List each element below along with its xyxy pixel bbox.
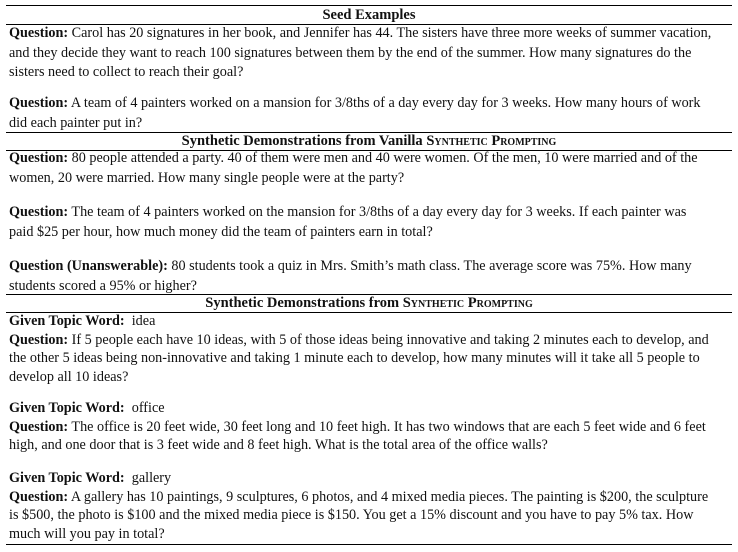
question-text: 80 people attended a party. 40 of them were men and 40 were women. Of the men, 10 were married and of the [68, 150, 698, 166]
top-rule [6, 5, 732, 6]
question-text: develop all 10 ideas? [9, 368, 129, 385]
question-label: Question: [9, 418, 69, 435]
question-label: Question: [9, 150, 69, 166]
question-label: Question (Unanswerable): [9, 258, 168, 274]
bottom-rule [6, 544, 732, 545]
method-name: Synthetic Prompting [402, 295, 533, 311]
question-text: and they decide they want to reach 100 signatures between them by the end of the summer. How many signatures do the [9, 44, 692, 61]
question-text: students scored a 95% or higher? [9, 277, 197, 294]
question-label: Question: [9, 204, 69, 220]
section-title: Synthetic Demonstrations from Vanilla [181, 133, 427, 149]
seed-question-2 [9, 94, 729, 133]
synthetic-example-gallery [9, 469, 729, 543]
vanilla-question-1 [9, 149, 729, 188]
synthetic-example-office [9, 399, 729, 455]
section-header-seed [6, 7, 732, 23]
topic-label: Given Topic Word: [9, 400, 125, 416]
question-label: Question: [9, 95, 69, 111]
topic-word: gallery [124, 470, 172, 486]
section-title: Synthetic Demonstrations from [205, 295, 403, 311]
method-name: Synthetic Prompting [426, 133, 557, 149]
question-label: Question: [9, 488, 69, 505]
question-text: The team of 4 painters worked on the mansion for 3/8ths of a day every day for 3 weeks. If each painter was [68, 204, 687, 220]
topic-label: Given Topic Word: [9, 313, 125, 329]
question-text: did each painter put in? [9, 114, 143, 131]
question-text: much will you pay in total? [9, 525, 165, 542]
section-header-synthetic [6, 295, 732, 311]
section-title: Seed Examples [322, 7, 416, 23]
question-text: is $500, the photo is $100 and the mixed media piece is $150. You get a 15% discount and you have to pay 5% tax. How [9, 507, 694, 523]
question-text: A team of 4 painters worked on a mansion for 3/8ths of a day every day for 3 weeks. How many hours of work [68, 95, 701, 111]
question-text: Carol has 20 signatures in her book, and Jennifer has 44. The sisters have three more weeks of summer vacation, [68, 25, 712, 41]
vanilla-question-unanswerable [9, 257, 729, 296]
question-text: the other 5 ideas being non-innovative and taking 1 minute each to develop, how many minutes will it take all 5 people to [9, 350, 700, 366]
question-text: A gallery has 10 paintings, 9 sculptures, 6 photos, and 4 mixed media pieces. The painting is $200, the sculpture [68, 488, 709, 505]
question-text: If 5 people each have 10 ideas, with 5 of those ideas being innovative and taking 2 minutes each to develop, and [68, 331, 709, 348]
question-text: paid $25 per hour, how much money did the team of painters earn in total? [9, 223, 433, 240]
topic-word: office [124, 400, 165, 416]
question-text: sisters need to collect to reach their goal? [9, 64, 244, 80]
topic-label: Given Topic Word: [9, 470, 125, 486]
synthetic-example-idea [9, 312, 729, 386]
question-label: Question: [9, 25, 69, 41]
section-header-vanilla [6, 133, 732, 149]
question-text: 80 students took a quiz in Mrs. Smith’s math class. The average score was 75%. How many [167, 258, 692, 274]
seed-question-1 [9, 24, 729, 83]
vanilla-question-2 [9, 203, 729, 242]
question-text: high, and one door that is 3 feet wide and 8 feet high. What is the total area of the office walls? [9, 437, 548, 453]
question-text: The office is 20 feet wide, 30 feet long and 10 feet high. It has two windows that are each 5 feet wide and 6 feet [68, 418, 706, 435]
question-label: Question: [9, 331, 69, 348]
topic-word: idea [124, 313, 156, 329]
question-text: women, 20 were married. How many single people were at the party? [9, 169, 405, 186]
